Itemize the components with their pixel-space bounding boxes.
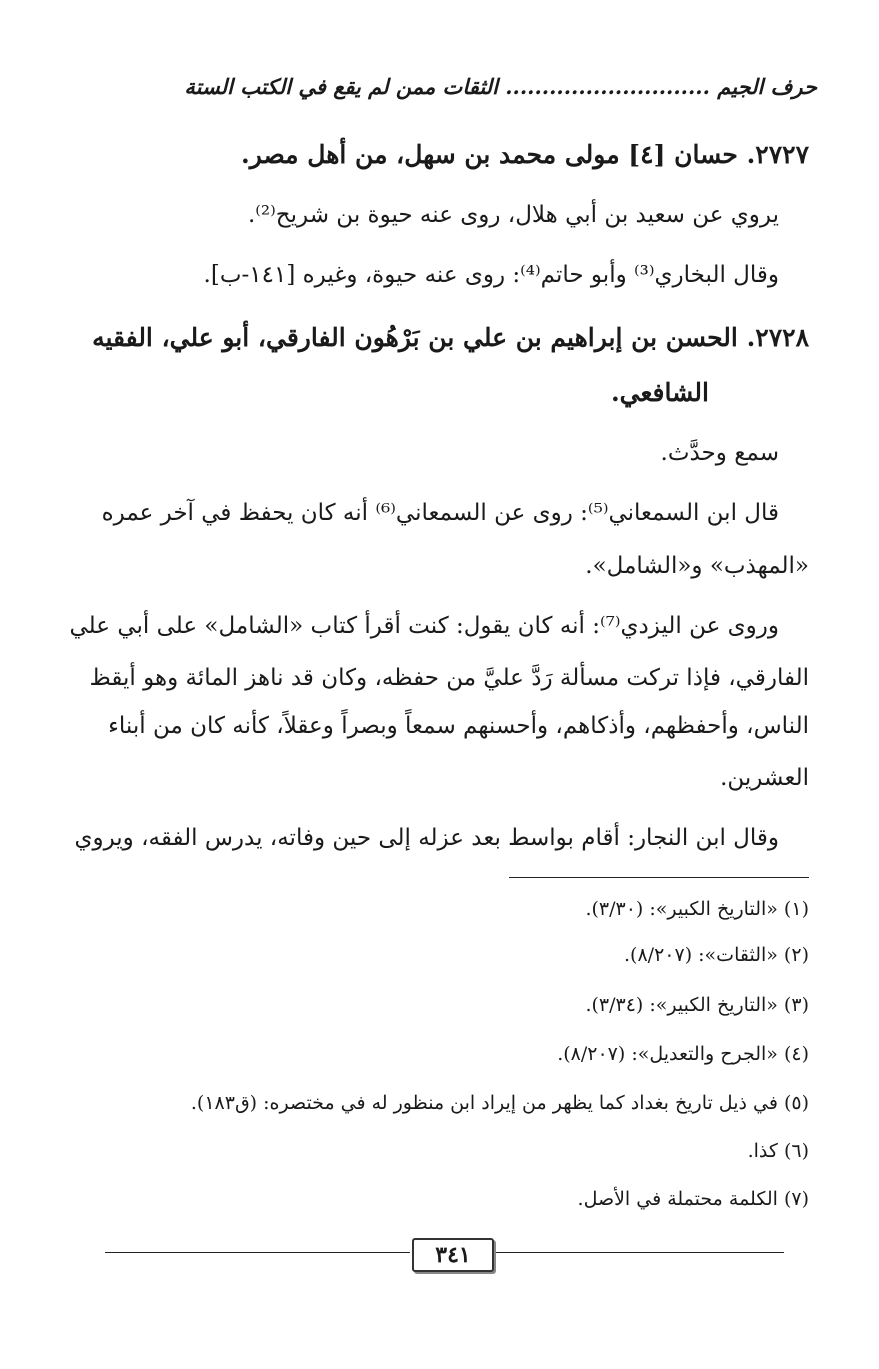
- footnote: (٣) «التاريخ الكبير»: (٣/٣٤).: [585, 994, 809, 1016]
- paragraph-line: الناس، وأحفظهم، وأذكاهم، وأحسنهم سمعاً وبصراً وعقلاً، كأنه كان من أبناء: [108, 713, 809, 739]
- paragraph-line: العشرين.: [720, 765, 809, 791]
- page-number-rule-right: [494, 1252, 784, 1253]
- paragraph-line: سمع وحدَّث.: [660, 440, 779, 466]
- entry-2728-heading-cont: الشافعي.: [610, 378, 709, 407]
- entry-number: ٢٧٢٧.: [746, 140, 809, 169]
- entry-number: ٢٧٢٨.: [746, 323, 809, 352]
- footnote: (١) «التاريخ الكبير»: (٣/٣٠).: [585, 898, 809, 920]
- paragraph-line: وروى عن اليزدي⁽⁷⁾: أنه كان يقول: كنت أقرأ كتاب «الشامل» على أبي علي: [69, 613, 779, 639]
- paragraph-line: قال ابن السمعاني⁽⁵⁾: روى عن السمعاني⁽⁶⁾ أنه كان يحفظ في آخر عمره: [101, 500, 779, 526]
- entry-title: الحسن بن إبراهيم بن علي بن بَرْهُون الفارقي، أبو علي، الفقيه: [92, 323, 738, 352]
- footnote: (٥) في ذيل تاريخ بغداد كما يظهر من إيراد ابن منظور له في مختصره: (ق١٨٣).: [190, 1092, 809, 1114]
- page-number-rule-left: [105, 1252, 410, 1253]
- entry-2728-heading: [69, 323, 809, 352]
- paragraph-line: وقال ابن النجار: أقام بواسط بعد عزله إلى حين وفاته، يدرس الفقه، ويروي: [74, 825, 779, 851]
- footnote: (٧) الكلمة محتملة في الأصل.: [577, 1188, 809, 1210]
- paragraph-line: يروي عن سعيد بن أبي هلال، روى عنه حيوة بن شريح⁽²⁾.: [247, 202, 779, 228]
- paragraph-line: وقال البخاري⁽³⁾ وأبو حاتم⁽⁴⁾: روى عنه حيوة، وغيره [١٤١-ب].: [203, 262, 779, 288]
- header-dots: ............................: [505, 74, 710, 99]
- running-header: [117, 74, 817, 99]
- footnote-separator: [509, 877, 809, 878]
- paragraph-line: الفارقي، فإذا تركت مسألة رَدَّ عليَّ من حفظه، وكان قد ناهز المائة وهو أيقظ: [89, 665, 809, 691]
- footnote: (٢) «الثقات»: (٨/٢٠٧).: [624, 944, 809, 966]
- entry-2727-heading: [241, 140, 809, 169]
- footnote: (٦) كذا.: [747, 1140, 809, 1162]
- paragraph-line: «المهذب» و«الشامل».: [585, 553, 809, 579]
- entry-title: حسان [٤] مولى محمد بن سهل، من أهل مصر.: [241, 140, 738, 169]
- header-chapter: حرف الجيم: [717, 74, 817, 99]
- footnote: (٤) «الجرح والتعديل»: (٨/٢٠٧).: [557, 1043, 809, 1065]
- page-number: ٣٤١: [412, 1238, 494, 1272]
- header-book-title: الثقات ممن لم يقع في الكتب الستة: [184, 74, 498, 99]
